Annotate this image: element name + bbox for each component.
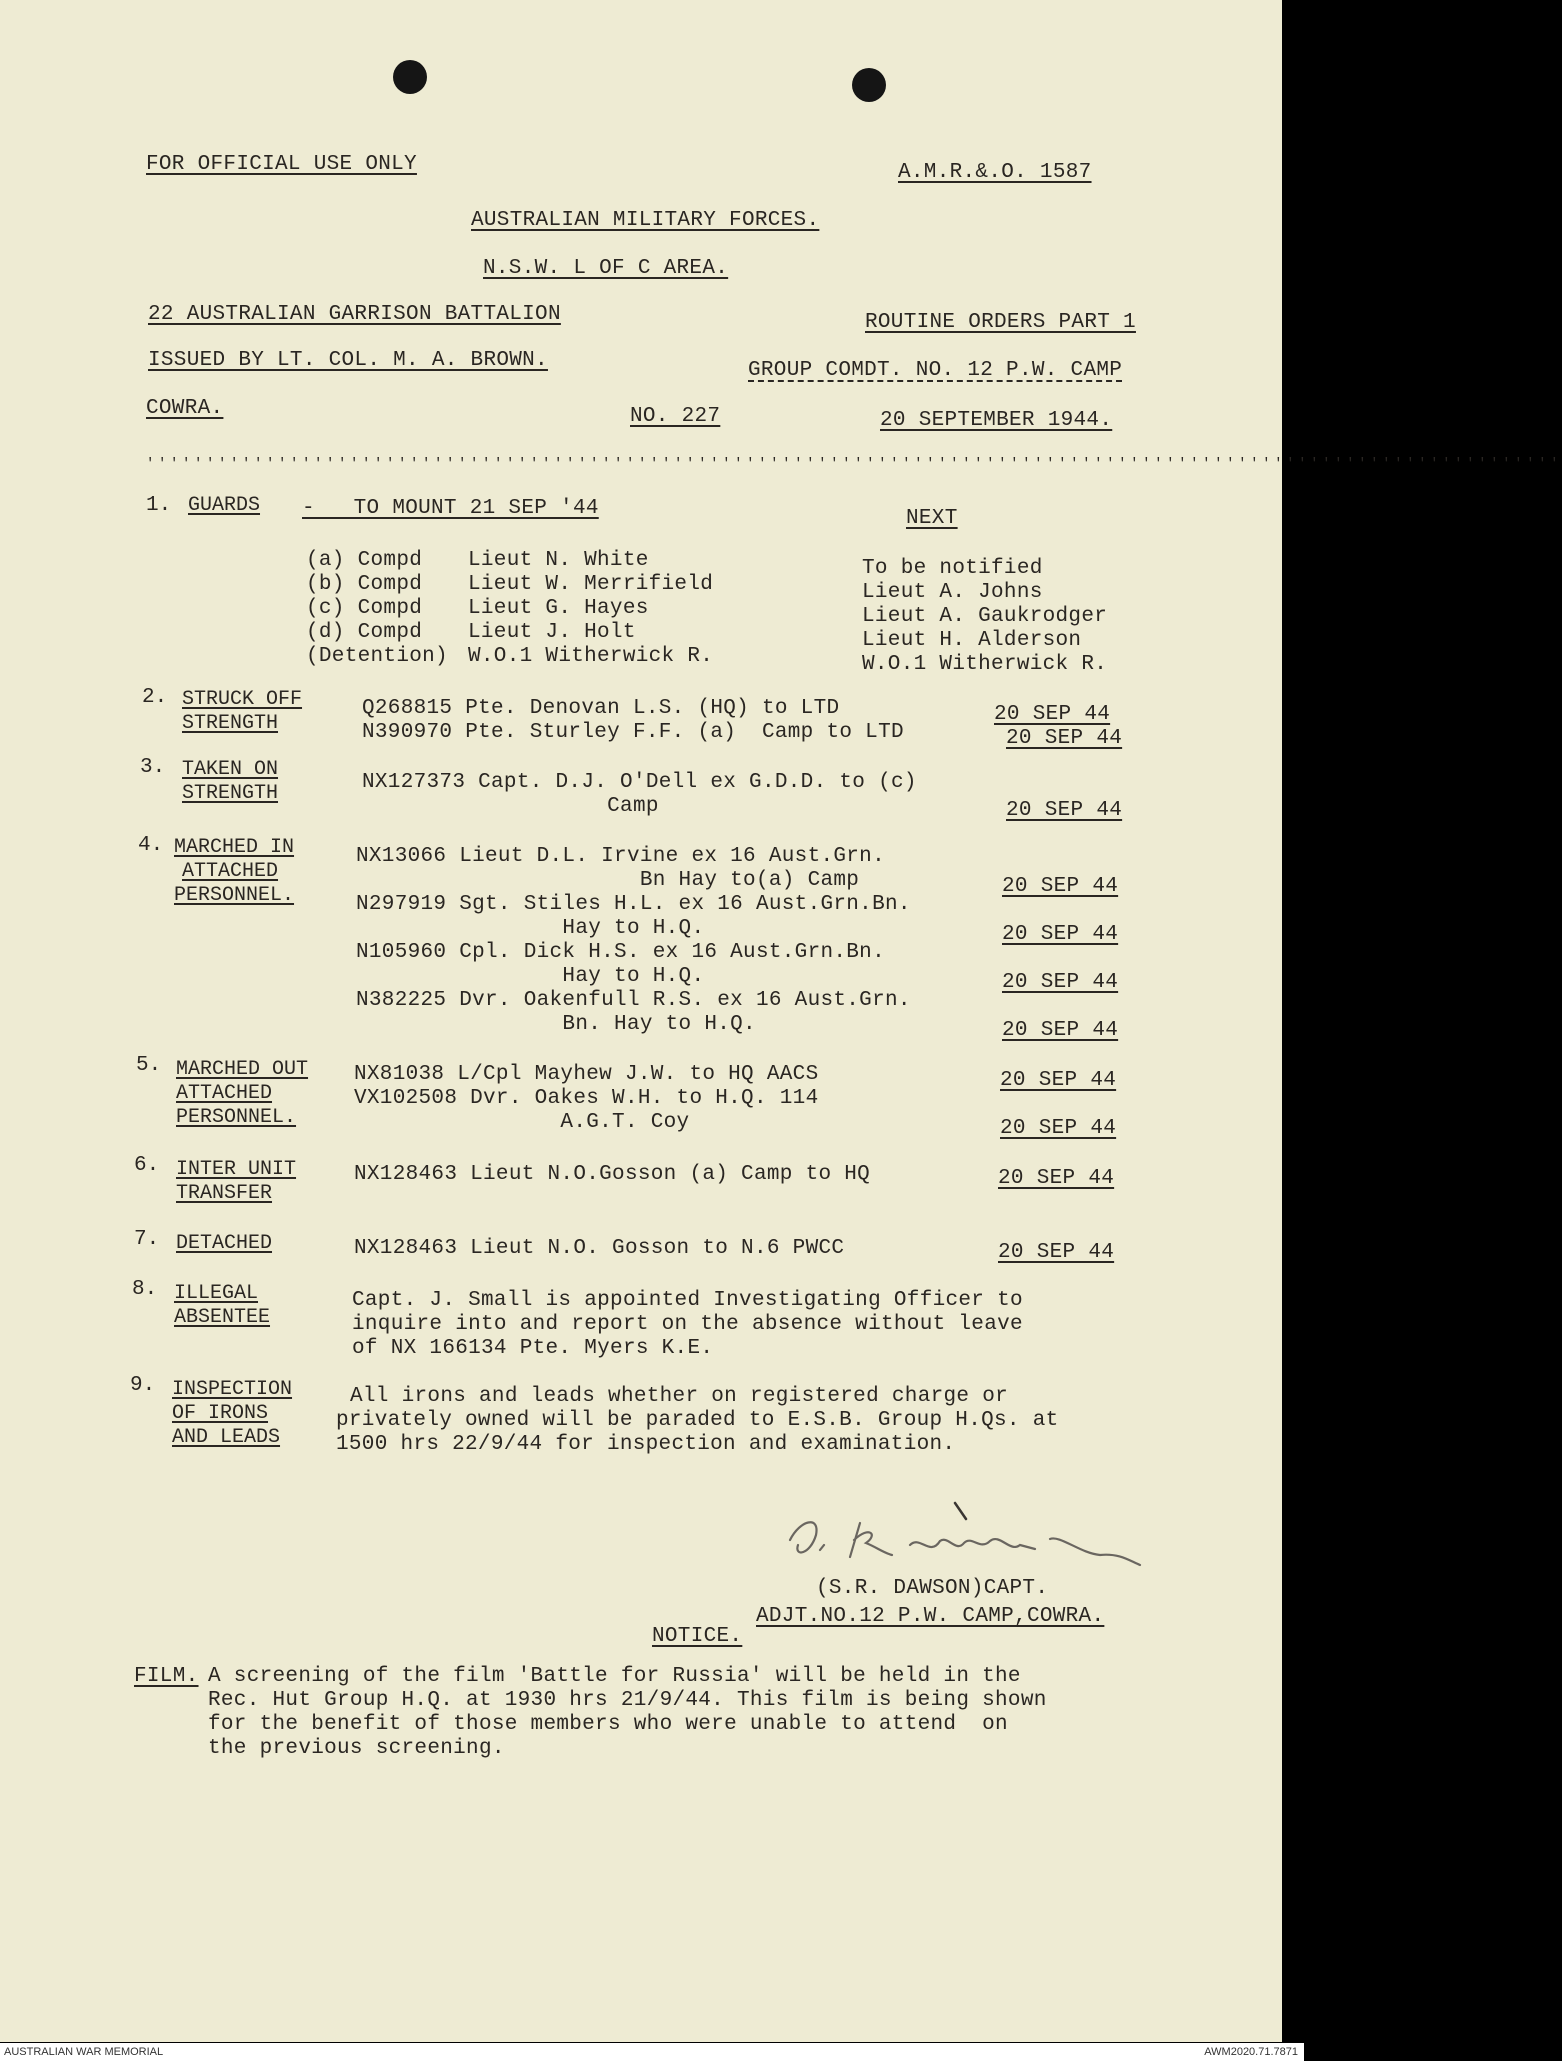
notice-line: for the benefit of those members who were unable to attend on	[208, 1713, 1008, 1736]
signatory-name: (S.R. DAWSON)CAPT.	[816, 1577, 1049, 1600]
entry-line: of NX 166134 Pte. Myers K.E.	[352, 1337, 714, 1360]
item-label	[176, 1158, 296, 1206]
entry-line: Capt. J. Small is appointed Investigating Officer to	[352, 1289, 1023, 1312]
archive-reference: AWM2020.71.7871	[1204, 2046, 1298, 2058]
area-heading: N.S.W. L OF C AREA.	[483, 257, 729, 280]
item-label-line: INTER UNIT	[176, 1158, 297, 1181]
item-number: 9.	[130, 1374, 156, 1397]
guard-next: W.O.1 Witherwick R.	[862, 653, 1108, 676]
item-label	[174, 836, 294, 908]
entry-date: 20 SEP 44	[994, 703, 1111, 726]
archive-name: AUSTRALIAN WAR MEMORIAL	[4, 2046, 164, 2058]
item-label-line: INSPECTION	[172, 1378, 293, 1401]
entry-date: 20 SEP 44	[1000, 1117, 1117, 1140]
item-label	[176, 1058, 308, 1130]
guard-unit: (b) Compd	[306, 573, 423, 596]
item-number: 6.	[134, 1154, 160, 1177]
order-date: 20 SEPTEMBER 1944.	[880, 409, 1113, 432]
entry-line: NX81038 L/Cpl Mayhew J.W. to HQ AACS	[354, 1063, 819, 1086]
archive-footer	[0, 2043, 1304, 2061]
unit-name: 22 AUSTRALIAN GARRISON BATTALION	[148, 303, 561, 326]
entry-line: Hay to H.Q.	[356, 917, 705, 940]
entry-line: N105960 Cpl. Dick H.S. ex 16 Aust.Grn.Bn.	[356, 941, 885, 964]
guard-unit: (c) Compd	[306, 597, 423, 620]
guard-next: To be notified	[862, 557, 1043, 580]
item-label-line: TRANSFER	[176, 1182, 273, 1205]
item-label-line: STRENGTH	[182, 782, 279, 805]
item-label-line: DETACHED	[176, 1232, 273, 1255]
item-label-line: GUARDS	[188, 494, 261, 517]
item-label	[188, 494, 260, 518]
entry-line: NX128463 Lieut N.O. Gosson to N.6 PWCC	[354, 1237, 845, 1260]
notice-heading: NOTICE.	[652, 1625, 743, 1648]
item-number: 4.	[138, 834, 164, 857]
item-number: 7.	[134, 1228, 160, 1251]
entry-line: NX13066 Lieut D.L. Irvine ex 16 Aust.Grn.	[356, 845, 885, 868]
guard-officer: Lieut J. Holt	[468, 621, 636, 644]
item-label	[174, 1282, 270, 1330]
item-number: 8.	[132, 1278, 158, 1301]
entry-line: N382225 Dvr. Oakenfull R.S. ex 16 Aust.Grn.	[356, 989, 911, 1012]
entry-line: 1500 hrs 22/9/44 for inspection and examination.	[336, 1433, 956, 1456]
orders-type: ROUTINE ORDERS PART 1	[865, 311, 1136, 334]
classification-label: FOR OFFICIAL USE ONLY	[146, 153, 417, 176]
entry-date: 20 SEP 44	[1000, 1069, 1117, 1092]
guard-officer: W.O.1 Witherwick R.	[468, 645, 714, 668]
item-label	[172, 1378, 292, 1450]
item-label-line: ABSENTEE	[174, 1306, 271, 1329]
entry-date: 20 SEP 44	[998, 1241, 1115, 1264]
entry-line: VX102508 Dvr. Oakes W.H. to H.Q. 114	[354, 1087, 819, 1110]
item-label-line: STRENGTH	[182, 712, 279, 735]
entry-line: inquire into and report on the absence without leave	[352, 1313, 1023, 1336]
form-reference: A.M.R.&.O. 1587	[898, 161, 1092, 184]
entry-line: Q268815 Pte. Denovan L.S. (HQ) to LTD	[362, 697, 840, 720]
entry-date: 20 SEP 44	[1002, 875, 1119, 898]
entry-date: 20 SEP 44	[1002, 1019, 1119, 1042]
group-commandant: GROUP COMDT. NO. 12 P.W. CAMP	[748, 359, 1123, 382]
issued-by: ISSUED BY LT. COL. M. A. BROWN.	[148, 349, 548, 372]
entry-line: All irons and leads whether on registered charge or	[350, 1385, 1009, 1408]
entry-line: Camp	[362, 795, 659, 818]
item-label-line: MARCHED OUT	[176, 1058, 309, 1081]
entry-line: Bn. Hay to H.Q.	[356, 1013, 756, 1036]
notice-line: Rec. Hut Group H.Q. at 1930 hrs 21/9/44. This film is being shown	[208, 1689, 1047, 1712]
guard-unit: (d) Compd	[306, 621, 423, 644]
guards-subtitle: - TO MOUNT 21 SEP '44	[302, 497, 599, 520]
entry-date: 20 SEP 44	[998, 1167, 1115, 1190]
item-label-line: PERSONNEL.	[174, 884, 295, 907]
guard-next: Lieut A. Johns	[862, 581, 1043, 604]
entry-line: privately owned will be paraded to E.S.B. Group H.Qs. at	[336, 1409, 1059, 1432]
separator-line: ''''''''''''''''''''''''''''''''''''''''''''''''''''''''''''''''''''''''''''''''''''''''''''''''''''''''''''''''''''''	[146, 456, 1562, 472]
item-number: 5.	[136, 1054, 162, 1077]
handwritten-signature	[780, 1495, 1170, 1575]
guard-next: Lieut A. Gaukrodger	[862, 605, 1108, 628]
item-number: 3.	[140, 756, 166, 779]
entry-line: Bn Hay to(a) Camp	[356, 869, 860, 892]
guard-unit: (Detention)	[306, 645, 448, 668]
item-label-line: OF IRONS	[172, 1402, 269, 1425]
item-label-line: MARCHED IN	[174, 836, 295, 859]
guard-officer: Lieut G. Hayes	[468, 597, 649, 620]
guard-officer: Lieut N. White	[468, 549, 649, 572]
entry-date: 20 SEP 44	[1002, 923, 1119, 946]
entry-line: NX128463 Lieut N.O.Gosson (a) Camp to HQ	[354, 1163, 871, 1186]
entry-line: Hay to H.Q.	[356, 965, 705, 988]
entry-line: N390970 Pte. Sturley F.F. (a) Camp to LTD	[362, 721, 904, 744]
org-heading: AUSTRALIAN MILITARY FORCES.	[471, 209, 820, 232]
item-number: 1.	[146, 494, 172, 517]
location: COWRA.	[146, 397, 224, 420]
punch-hole-right	[852, 68, 886, 102]
item-label-line: TAKEN ON	[182, 758, 279, 781]
item-label-line: ILLEGAL	[174, 1282, 259, 1305]
guard-unit: (a) Compd	[306, 549, 423, 572]
entry-date: 20 SEP 44	[1006, 799, 1123, 822]
entry-date: 20 SEP 44	[1002, 971, 1119, 994]
notice-line: the previous screening.	[208, 1737, 505, 1760]
entry-date: 20 SEP 44	[1006, 727, 1123, 750]
next-heading: NEXT	[906, 507, 958, 530]
item-label	[182, 688, 302, 736]
guard-next: Lieut H. Alderson	[862, 629, 1082, 652]
order-number: NO. 227	[630, 405, 721, 428]
item-label-line: ATTACHED	[176, 1082, 273, 1105]
item-label-line: STRUCK OFF	[182, 688, 303, 711]
signatory-title: ADJT.NO.12 P.W. CAMP,COWRA.	[756, 1605, 1105, 1628]
item-label-line: AND LEADS	[172, 1426, 281, 1449]
item-label	[176, 1232, 272, 1256]
punch-hole-left	[393, 60, 427, 94]
entry-line: N297919 Sgt. Stiles H.L. ex 16 Aust.Grn.Bn.	[356, 893, 911, 916]
entry-line: NX127373 Capt. D.J. O'Dell ex G.D.D. to (c)	[362, 771, 917, 794]
item-label-line: PERSONNEL.	[176, 1106, 297, 1129]
item-label	[182, 758, 278, 806]
notice-line: A screening of the film 'Battle for Russia' will be held in the	[208, 1665, 1021, 1688]
item-label-line: ATTACHED	[182, 860, 279, 883]
notice-label: FILM.	[134, 1665, 199, 1688]
item-number: 2.	[142, 686, 168, 709]
entry-line: A.G.T. Coy	[354, 1111, 690, 1134]
guard-officer: Lieut W. Merrifield	[468, 573, 714, 596]
